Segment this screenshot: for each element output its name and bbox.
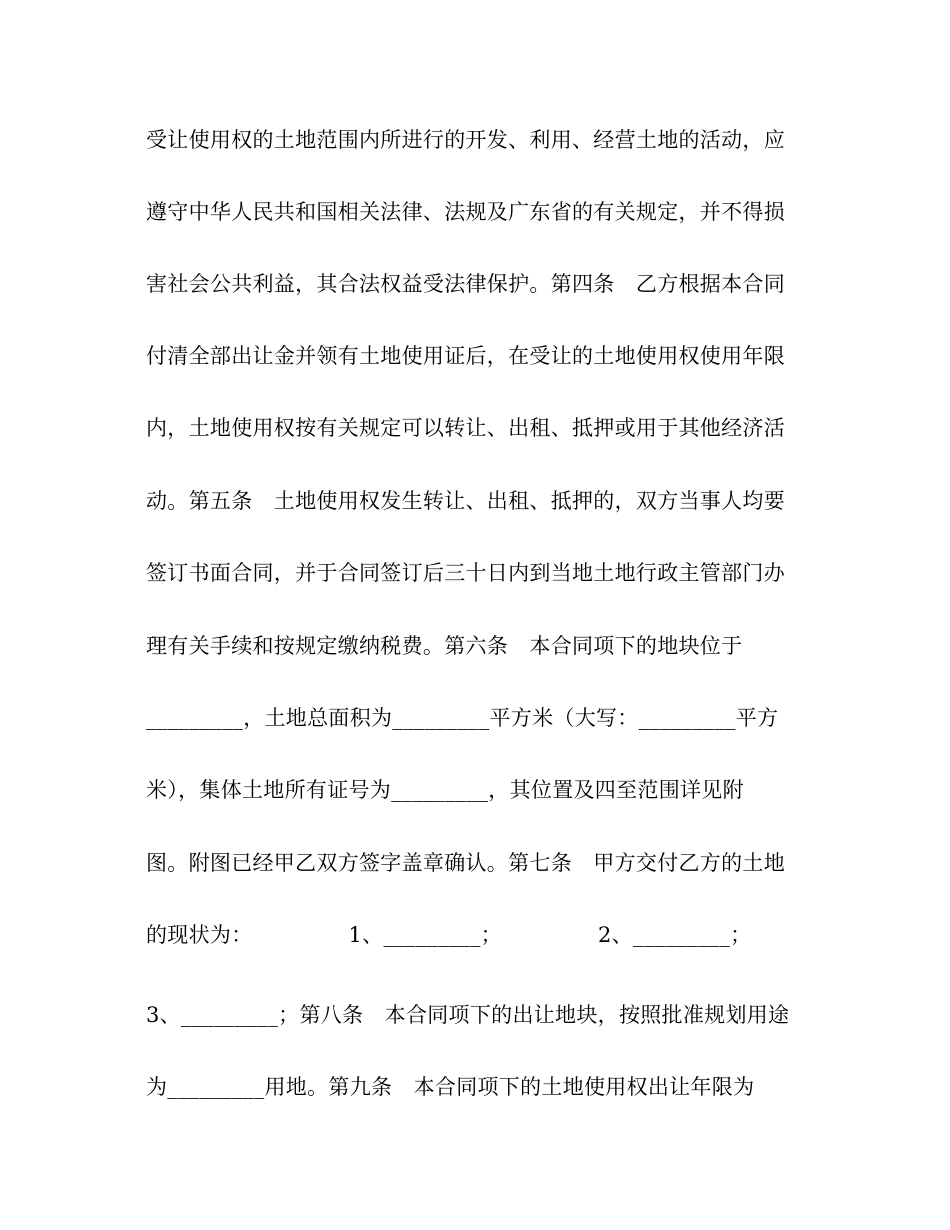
text-line: 动。第五条 土地使用权发生转让、出租、抵押的，双方当事人均要 [146,489,785,513]
text-line: 遵守中华人民共和国相关法律、法规及广东省的有关规定，并不得损 [146,200,785,224]
text-line: 理有关手续和按规定缴纳税费。第六条 本合同项下的地块位于 [146,634,743,658]
text-line: 害社会公共利益，其合法权益受法律保护。第四条 乙方根据本合同 [146,272,785,296]
text-line: 米），集体土地所有证号为_________，其位置及四至范围详见附 [146,778,744,802]
text-line: 签订书面合同，并于合同签订后三十日内到当地土地行政主管部门办 [146,561,785,585]
text-line: 图。附图已经甲乙双方签字盖章确认。第七条 甲方交付乙方的土地 [146,851,785,875]
text-line: 为_________用地。第九条 本合同项下的土地使用权出让年限为 [146,1075,755,1099]
text-line: 的现状为： 1、_________； 2、_________； [146,923,752,947]
text-line: 受让使用权的土地范围内所进行的开发、利用、经营土地的活动，应 [146,128,785,152]
text-line: 付清全部出让金并领有土地使用证后，在受让的土地使用权使用年限 [146,344,785,368]
text-line: 3、_________；第八条 本合同项下的出让地块，按照批准规划用途 [146,1003,790,1027]
text-line: _________，土地总面积为_________平方米（大写：_________平方 [146,706,779,730]
text-line: 内，土地使用权按有关规定可以转让、出租、抵押或用于其他经济活 [146,416,785,440]
